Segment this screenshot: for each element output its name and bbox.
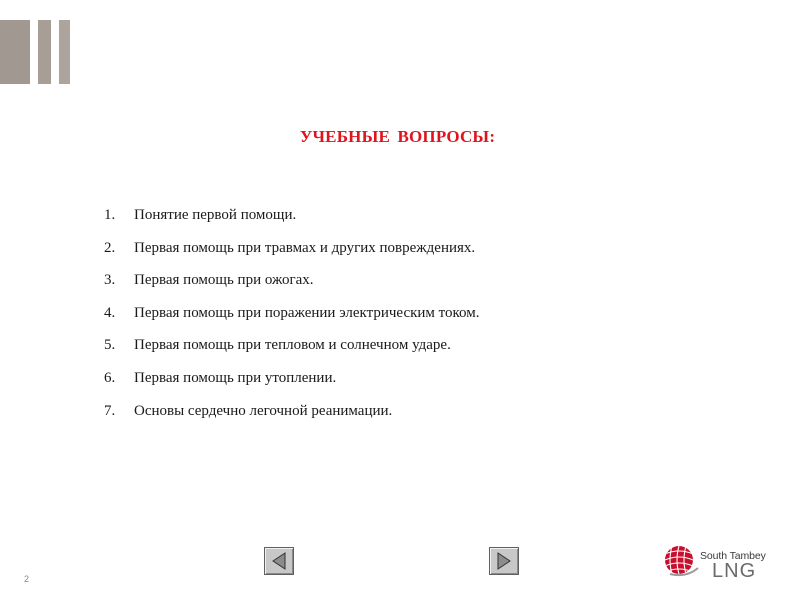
question-text: Основы сердечно легочной реанимации.	[134, 402, 393, 419]
next-slide-button[interactable]	[489, 547, 519, 575]
question-item	[104, 269, 480, 302]
question-item	[104, 237, 480, 270]
decorative-bar	[59, 20, 70, 84]
decorative-bars	[0, 20, 70, 84]
question-number: 4.	[104, 304, 116, 321]
question-item	[104, 367, 480, 400]
question-number: 7.	[104, 402, 116, 419]
slide-title: УЧЕБНЫЕ ВОПРОСЫ:	[299, 127, 496, 146]
decorative-bar	[0, 20, 30, 84]
globe-logo-icon	[664, 544, 700, 582]
question-number: 1.	[104, 207, 116, 223]
previous-slide-button[interactable]	[264, 547, 294, 575]
question-number: 6.	[104, 369, 116, 386]
decorative-bar	[38, 20, 51, 84]
question-list	[104, 204, 480, 432]
question-number: 5.	[104, 337, 116, 354]
question-item	[104, 334, 480, 367]
question-item	[104, 204, 480, 237]
logo-text-line1: South Tambey	[700, 550, 766, 562]
question-text: Первая помощь при травмах и других повреждениях.	[134, 239, 476, 256]
question-text: Первая помощь при ожогах.	[134, 272, 314, 289]
question-text: Первая помощь при поражении электрическим током.	[134, 304, 480, 321]
question-item	[104, 302, 480, 335]
question-text: Первая помощь при тепловом и солнечном ударе.	[134, 337, 451, 354]
question-item	[104, 400, 480, 433]
company-logo	[664, 544, 774, 584]
question-text: Понятие первой помощи.	[134, 207, 297, 223]
triangle-right-icon	[490, 548, 518, 574]
question-number: 3.	[104, 272, 116, 289]
triangle-left-icon	[265, 548, 293, 574]
question-number: 2.	[104, 239, 116, 256]
logo-text-line2: LNG	[712, 560, 757, 582]
page-number: 2	[24, 574, 30, 584]
question-text: Первая помощь при утоплении.	[134, 369, 337, 386]
